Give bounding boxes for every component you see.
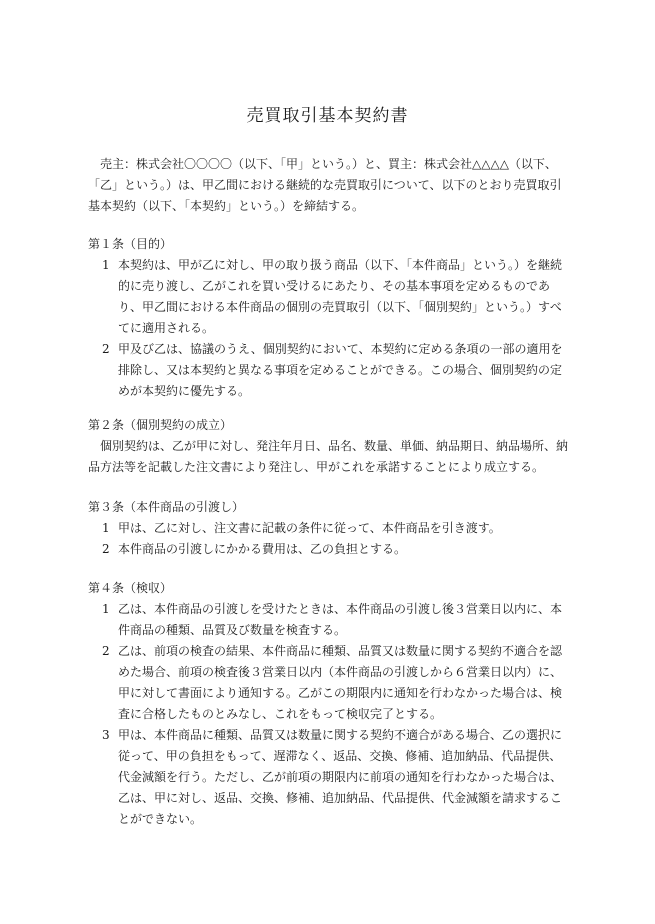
article-paragraph: 個別契約は、乙が甲に対し、発注年月日、品名、数量、単価、納品期日、納品場所、納品方法等を記載した注文書により発注し、甲がこれを承諾することにより成立する。	[88, 439, 569, 474]
article-heading: 第２条（個別契約の成立）	[88, 418, 233, 432]
clause-text: 甲は、乙に対し、注文書に記載の条件に従って、本件商品を引き渡す。	[118, 521, 501, 535]
clause-number: 1	[102, 602, 110, 616]
clause-number: 2	[102, 342, 110, 356]
clause-text: 本契約は、甲が乙に対し、甲の取り扱う商品（以下、「本件商品」という。）を継続的に売り渡し、乙がこれを買い受けるにあたり、その基本事項を定めるものであり、甲乙間における本件商品の個別の売買取引（以下、「個別契約」という。）すべてに適用される。	[118, 258, 563, 335]
article-heading: 第１条（目的）	[88, 237, 173, 251]
clause-text: 乙は、本件商品の引渡しを受けたときは、本件商品の引渡し後３営業日以内に、本件商品の種類、品質及び数量を検査する。	[118, 602, 563, 637]
clause-item	[88, 339, 568, 402]
clause-item	[88, 599, 568, 641]
clause-number: 2	[102, 644, 110, 658]
clause-item	[88, 641, 568, 725]
clause-number: 3	[102, 728, 110, 742]
clause-item	[88, 725, 568, 830]
clause-text: 乙は、前項の検査の結果、本件商品に種類、品質又は数量に関する契約不適合を認めた場合、前項の検査後３営業日以内（本件商品の引渡しから６営業日以内）に、甲に対して書面により通知する。乙がこの期限内に通知を行わなかった場合は、検査に合格したものとみなし、これをもって検収完了とする。	[118, 644, 563, 721]
clause-text: 甲及び乙は、協議のうえ、個別契約において、本契約に定める条項の一部の適用を排除し、又は本契約と異なる事項を定めることができる。この場合、個別契約の定めが本契約に優先する。	[118, 342, 563, 398]
document-title: 売買取引基本契約書	[246, 106, 409, 126]
article-3	[88, 497, 568, 560]
clause-number: 1	[102, 258, 110, 272]
article-heading: 第４条（検収）	[88, 581, 173, 595]
clause-number: 2	[102, 542, 110, 556]
intro-text: 売主：株式会社〇〇〇〇（以下、「甲」という。）と、買主：株式会社△△△△（以下、「乙」という。）は、甲乙間における継続的な売買取引について、以下のとおり売買取引基本契約（以下、「本契約」という。）を締結する。	[88, 157, 562, 213]
article-1	[88, 234, 568, 402]
clause-item	[88, 539, 568, 560]
clause-item	[88, 255, 568, 339]
article-4	[88, 578, 568, 830]
intro-paragraph	[88, 154, 568, 217]
clause-text: 甲は、本件商品に種類、品質又は数量に関する契約不適合がある場合、乙の選択に従って、甲の負担をもって、遅滞なく、返品、交換、修補、追加納品、代品提供、代金減額を行う。ただし、乙が前項の期限内に前項の通知を行わなかった場合は、乙は、甲に対し、返品、交換、修補、追加納品、代品提供、代金減額を請求することができない。	[118, 728, 563, 826]
clause-text: 本件商品の引渡しにかかる費用は、乙の負担とする。	[118, 542, 407, 556]
clause-item	[88, 518, 568, 539]
clause-number: 1	[102, 521, 110, 535]
article-heading: 第３条（本件商品の引渡し）	[88, 500, 245, 514]
article-2	[88, 415, 568, 478]
